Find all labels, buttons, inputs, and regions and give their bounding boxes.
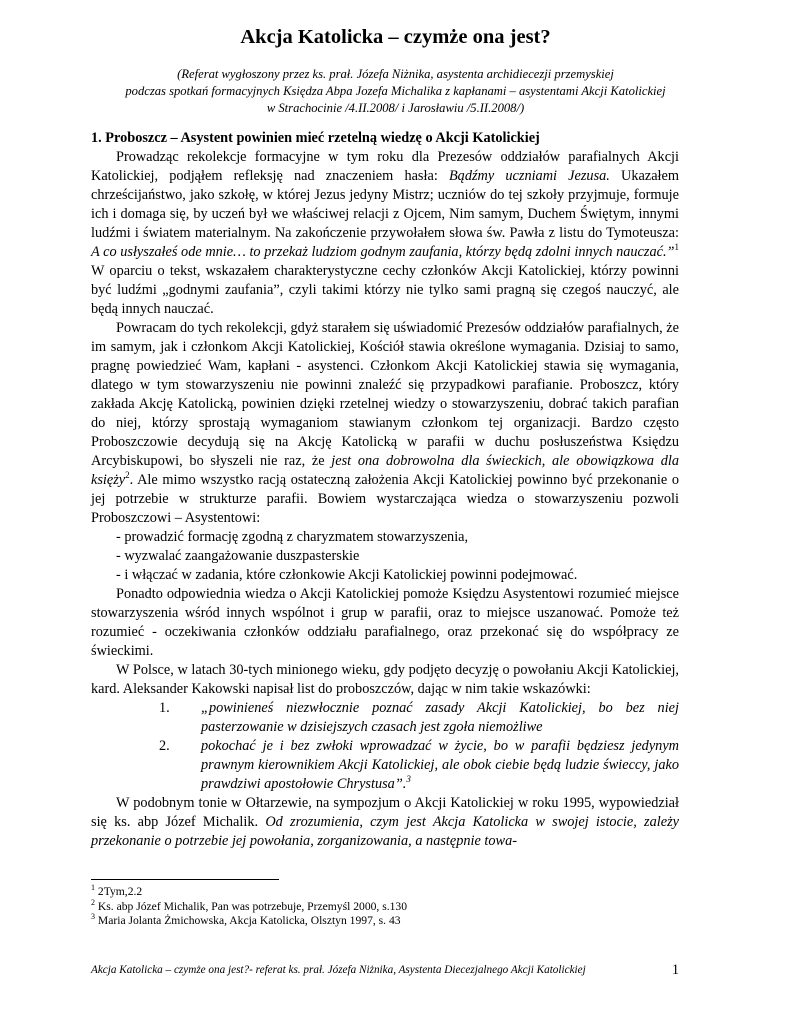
subtitle-line: podczas spotkań formacyjnych Księdza Abpa Jozefa Michalika z kapłanami – asystentami Akcji Katolickiej (125, 84, 666, 98)
text-run: . Ale mimo wszystko racją ostateczną założenia Akcji Katolickiej powinno być przekonanie o jej potrzebie w strukturze parafii. Bowiem wystarczająca wiedza o stowarzyszeniu pozwoli Proboszczowi – Asystentowi: (91, 472, 679, 526)
paragraph-1 (91, 148, 679, 319)
text-run: Powracam do tych rekolekcji, gdyż starałem się uświadomić Prezesów oddziałów parafialnych, że im samym, jak i członkom Akcji Katolickiej, Kościół stawia określone wymagania. Dzisiaj to samo, pragnę powiedzieć Wam, kapłani - asystenci. Członkom Akcji Katolickiej stawia się wymagania, dlatego w tym stowarzyszeniu nie powinni znaleźć się przypadkowi parafianie. Proboszcz, który zakłada Akcję Katolicką, powinien dzięki rzetelnej wiedzy o stowarzyszeniu, dobrać takich parafian do niej, którzy sprostają wymaganiom stawianym członkom tej organizacji. Bardzo często Proboszczowie decydują się na Akcję Katolicką w parafii w duchu posłuszeństwa Księdzu Arcybiskupowi, bo słyszeli nie raz, że (91, 320, 679, 469)
footnote-ref[interactable]: 1 (674, 242, 679, 253)
item-text: pokochać je i bez zwłoki wprowadzać w życie, bo w parafii będziesz jedynym prawnym kierownikiem Akcji Katolickiej, ale obok ciebie będą ludzie świeccy, jako prawdziwi apostołowie Chrystusa”. (201, 738, 679, 792)
text-run: Prowadząc rekolekcje formacyjne w tym roku dla Prezesów oddziałów parafialnych Akcji Katolickiej, podjąłem refleksję nad znaczeniem hasła: (91, 149, 679, 184)
item-text: „powinieneś niezwłocznie poznać zasady Akcji Katolickiej, bo bez niej pasterzowanie w dzisiejszych czasach jest zgoła niemożliwe (201, 700, 679, 735)
text-run: W oparciu o tekst, wskazałem charakterystyczne cechy członków Akcji Katolickiej, którzy powinni być ludźmi „godnymi zaufania”, czyli takimi którzy nie tylko sami pragną się czegoś nauczyć, ale będą innych nauczać. (91, 263, 679, 317)
page-footer: Akcja Katolicka – czymże ona jest?- referat ks. prał. Józefa Niżnika, Asystenta Diecezjalnego Akcji Katolickiej (91, 964, 586, 976)
bullet-item: - wyzwalać zaangażowanie duszpasterskie (116, 548, 360, 564)
footnote (91, 914, 679, 929)
footnote-text: Ks. abp Józef Michalik, Pan was potrzebuje, Przemyśl 2000, s.130 (97, 899, 408, 913)
document-subtitle (90, 66, 701, 117)
numbered-item (91, 699, 679, 737)
page-number: 1 (671, 962, 679, 978)
quote-text: Od zrozumienia, czym jest Akcja Katolicka w swojej istocie, zależy przekonanie o potrzebie jej powołania, zorganizowania, a następnie towa- (91, 814, 679, 849)
paragraph-2 (91, 319, 679, 528)
text-run: Ukazałem chrześcijaństwo, jako szkołę, w której Jezus jedyny Mistrz; uczniów do tej szkoły przyjmuje, formuje ich i domaga się, by uczeń był we właściwej relacji z Ojcem, Nim samym, Duchem Świętym, innymi ludźmi i światem materialnym. Na zakończenie przywołałem słowa św. Pawła z listu do Tymoteusza: (91, 168, 679, 241)
bullet-item: - i włączać w zadania, które członkowie Akcji Katolickiej powinni podejmować. (116, 567, 578, 583)
footnote-number: 2 (91, 897, 95, 907)
bullet-item: - prowadzić formację zgodną z charyzmatem stowarzyszenia, (116, 529, 469, 545)
paragraph-5 (91, 794, 679, 851)
item-number: 1. (159, 700, 170, 716)
footnote-text: 2Tym,2.2 (97, 885, 143, 898)
footnote-number: 3 (91, 912, 95, 922)
paragraph-3: Ponadto odpowiednia wiedza o Akcji Katolickiej pomoże Księdzu Asystentowi rozumieć miejsce stowarzyszenia wśród innych wspólnot i grup w parafii, oraz to miejsce uszanować. Pomoże też rozumieć - oczekiwania członków oddziału parafialnego, oraz przekonać się do współpracy ze świeckimi. (91, 586, 679, 659)
text-run: W podobnym tonie w Ołtarzewie, na sympozjum o Akcji Katolickiej w roku 1995, wypowiedział się ks. abp Józef Michalik. (91, 795, 679, 830)
quote-text: A co usłyszałeś ode mnie… to przekaż ludziom godnym zaufania, którzy będą zdolni innych nauczać.” (91, 244, 675, 260)
footnote-divider (91, 879, 279, 880)
footnote (91, 885, 679, 900)
numbered-item (91, 737, 679, 794)
footnotes (91, 885, 679, 929)
subtitle-line: (Referat wygłoszony przez ks. prał. Józefa Niżnika, asystenta archidiecezji przemyskiej (177, 67, 614, 81)
item-number: 2. (159, 738, 170, 754)
footnote-number: 1 (91, 883, 95, 893)
footnote (91, 897, 679, 915)
quote-text: Bądźmy uczniami Jezusa. (448, 168, 610, 184)
document-title: Akcja Katolicka – czymże ona jest? (240, 26, 551, 48)
paragraph-4: W Polsce, w latach 30-tych minionego wieku, gdy podjęto decyzję o powołaniu Akcji Katolickiej, kard. Aleksander Kakowski napisał list do proboszczów, dając w nim takie wskazówki: (91, 662, 679, 697)
footnote-ref[interactable]: 3 (406, 774, 411, 785)
section-heading: 1. Proboszcz – Asystent powinien mieć rzetelną wiedzę o Akcji Katolickiej (91, 130, 540, 146)
quote-text: jest ona dobrowolna dla świeckich, ale obowiązkowa dla księży (91, 453, 679, 488)
subtitle-line: w Strachocinie /4.II.2008/ i Jarosławiu /5.II.2008/) (266, 101, 525, 115)
footnote-text: Maria Jolanta Żmichowska, Akcja Katolicka, Olsztyn 1997, s. 43 (97, 914, 401, 928)
document-body (91, 129, 679, 851)
footnote-ref[interactable]: 2 (125, 470, 130, 481)
